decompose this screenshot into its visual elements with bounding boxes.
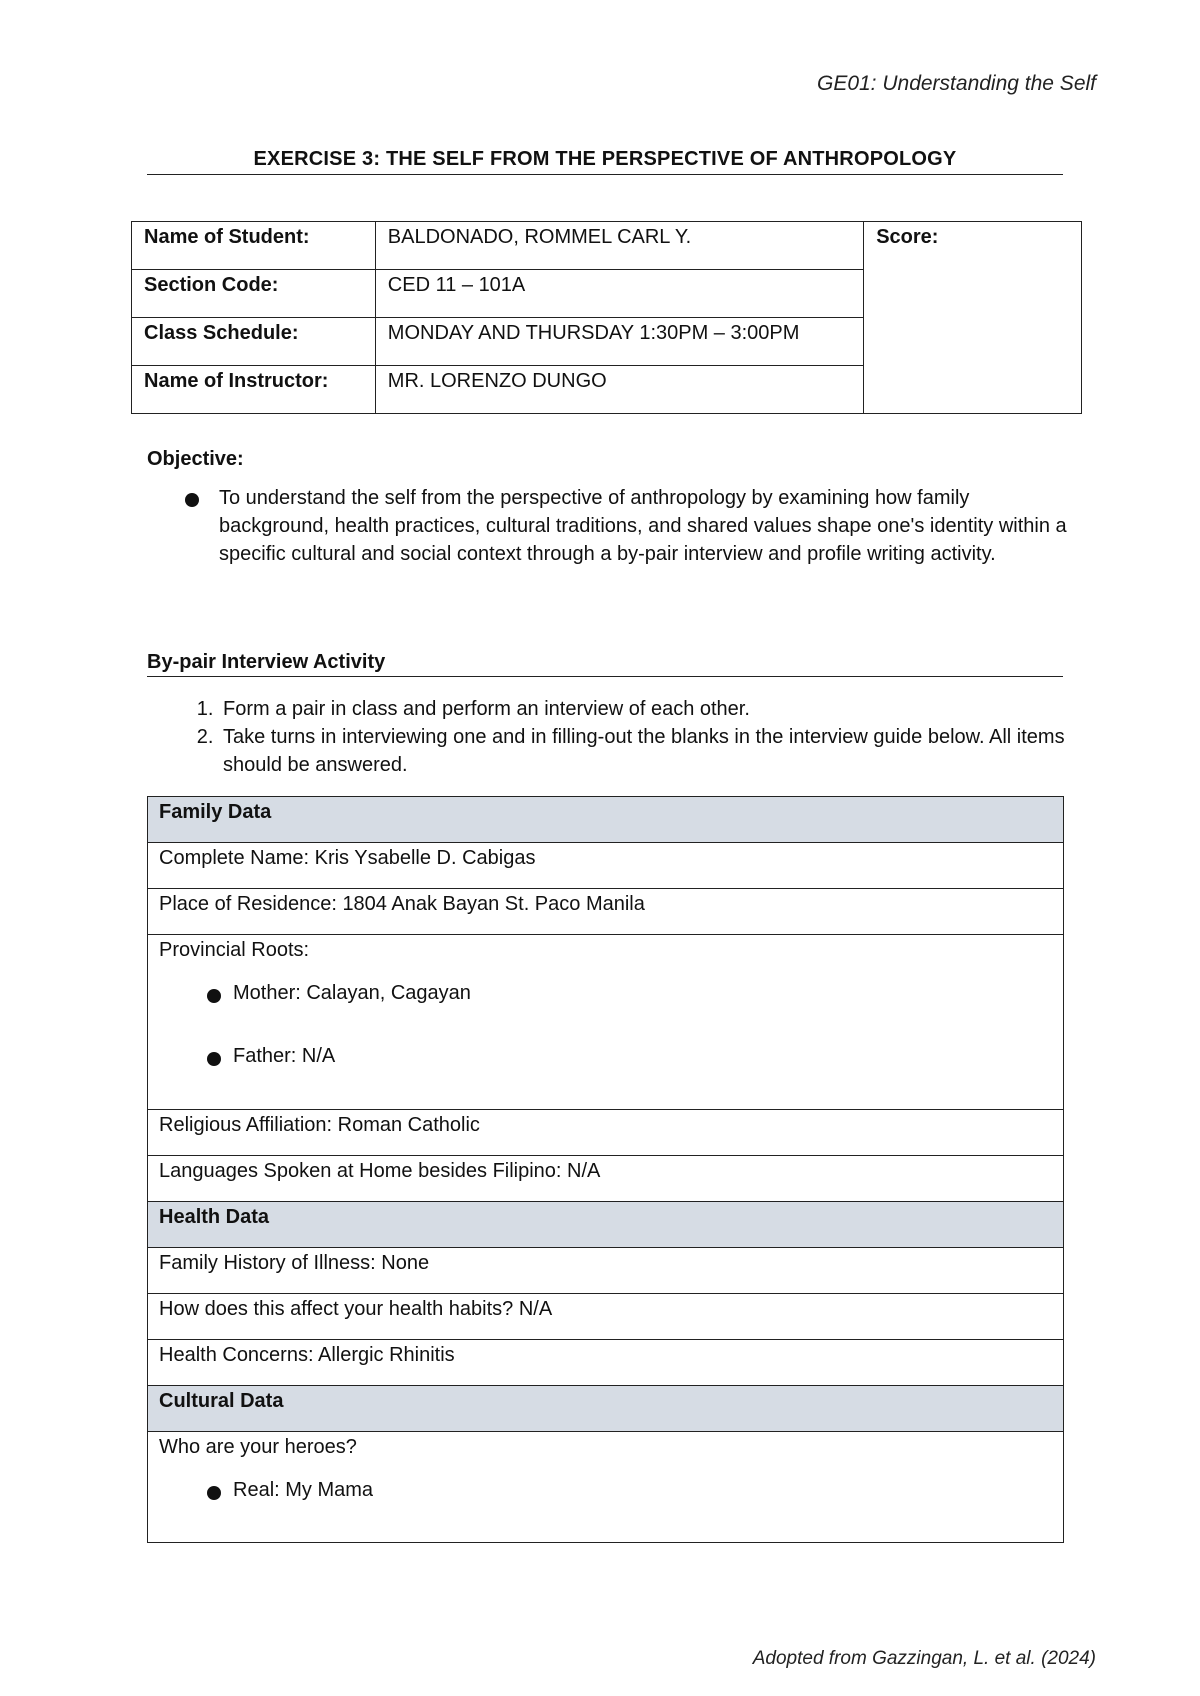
- cultural-data-header: Cultural Data: [148, 1386, 1064, 1432]
- exercise-title: EXERCISE 3: THE SELF FROM THE PERSPECTIVE OF ANTHROPOLOGY: [147, 148, 1063, 175]
- religion-field: Religious Affiliation: Roman Catholic: [148, 1110, 1064, 1156]
- activity-step: 2. Take turns in interviewing one and in filling-out the blanks in the interview guide below. All items should be answered.: [219, 723, 1099, 779]
- instructor-value: MR. LORENZO DUNGO: [375, 366, 863, 414]
- name-of-student-label: Name of Student:: [132, 222, 376, 270]
- provincial-roots-label: Provincial Roots:: [159, 939, 310, 961]
- complete-name-field: Complete Name: Kris Ysabelle D. Cabigas: [148, 843, 1064, 889]
- activity-step: 1. Form a pair in class and perform an interview of each other.: [219, 695, 1099, 723]
- bullet-icon: [207, 989, 221, 1003]
- objective-list: [183, 484, 1073, 568]
- bullet-icon: [185, 493, 199, 507]
- health-data-header: Health Data: [148, 1202, 1064, 1248]
- provincial-roots-field: [148, 935, 1064, 1110]
- heroes-real-text: Real: My Mama: [233, 1479, 374, 1501]
- family-data-header: Family Data: [148, 797, 1064, 843]
- source-footer: Adopted from Gazzingan, L. et al. (2024): [752, 1648, 1096, 1669]
- languages-field: Languages Spoken at Home besides Filipino: N/A: [148, 1156, 1064, 1202]
- activity-heading: By-pair Interview Activity: [147, 651, 1063, 677]
- instructor-label: Name of Instructor:: [132, 366, 376, 414]
- roots-mother-item: [159, 980, 1053, 1007]
- objective-item: [183, 484, 1073, 568]
- health-habits-field: How does this affect your health habits? N/A: [148, 1294, 1064, 1340]
- objective-label: Objective:: [147, 448, 244, 470]
- roots-mother-text: Mother: Calayan, Cagayan: [233, 982, 471, 1004]
- heroes-real-item: [159, 1477, 1053, 1504]
- objective-text: To understand the self from the perspective of anthropology by examining how family background, health practices, cultural traditions, and shared values shape one's identity within a specific cultural and social context through a by-pair interview and profile writing activity.: [219, 487, 1067, 565]
- bullet-icon: [207, 1486, 221, 1500]
- heroes-list: [159, 1477, 1053, 1504]
- score-cell: Score:: [864, 222, 1082, 414]
- class-schedule-value: MONDAY AND THURSDAY 1:30PM – 3:00PM: [375, 318, 863, 366]
- class-schedule-label: Class Schedule:: [132, 318, 376, 366]
- health-concerns-field: Health Concerns: Allergic Rhinitis: [148, 1340, 1064, 1386]
- provincial-roots-list: [159, 980, 1053, 1070]
- student-info-table: [131, 221, 1082, 414]
- activity-steps: [183, 695, 1099, 779]
- roots-father-text: Father: N/A: [233, 1045, 336, 1067]
- illness-history-field: Family History of Illness: None: [148, 1248, 1064, 1294]
- roots-father-item: [159, 1043, 1053, 1070]
- section-code-label: Section Code:: [132, 270, 376, 318]
- interview-guide-table: [147, 796, 1064, 1543]
- section-code-value: CED 11 – 101A: [375, 270, 863, 318]
- name-of-student-value: BALDONADO, ROMMEL CARL Y.: [375, 222, 863, 270]
- bullet-icon: [207, 1052, 221, 1066]
- course-header: GE01: Understanding the Self: [816, 72, 1096, 95]
- residence-field: Place of Residence: 1804 Anak Bayan St. Paco Manila: [148, 889, 1064, 935]
- heroes-field: [148, 1432, 1064, 1543]
- heroes-label: Who are your heroes?: [159, 1436, 357, 1458]
